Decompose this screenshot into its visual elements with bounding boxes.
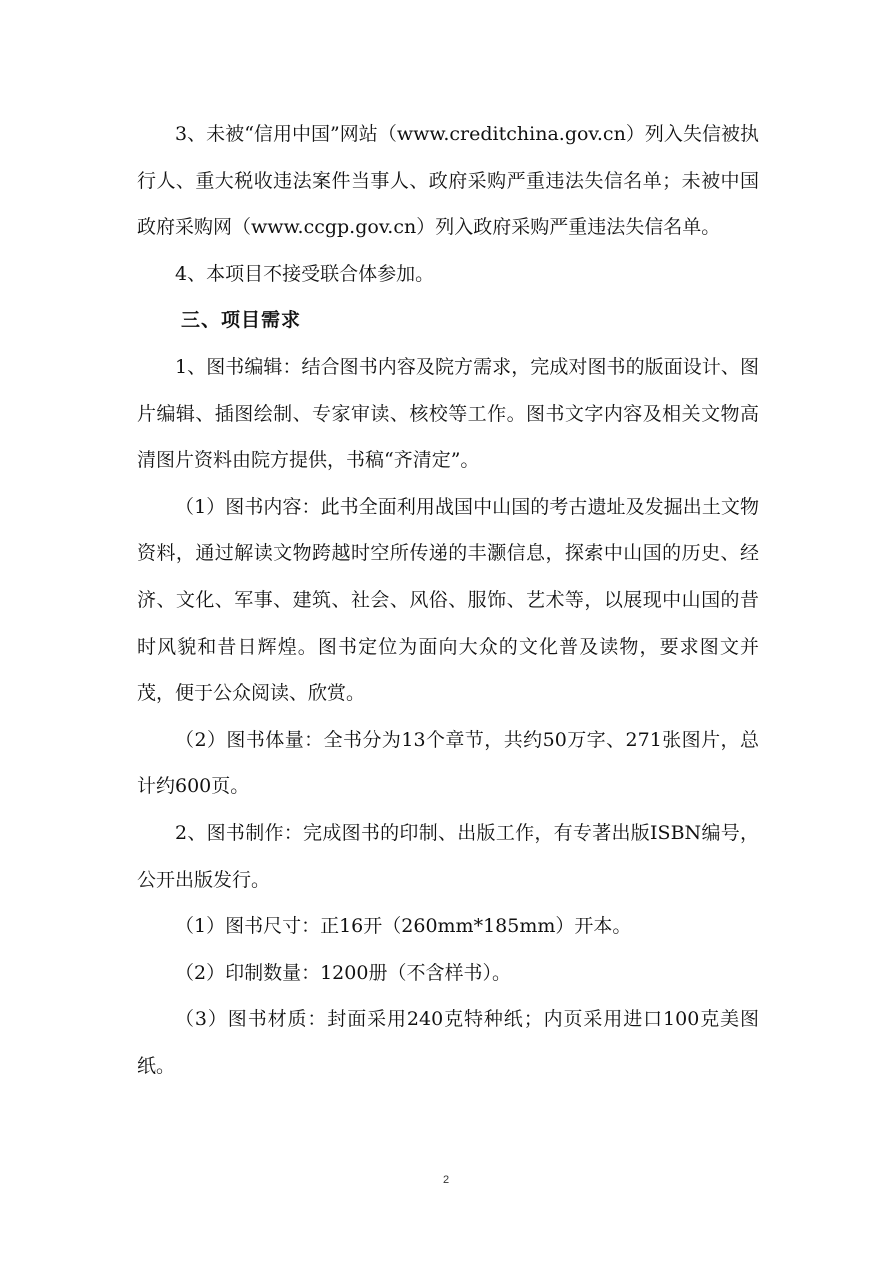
paragraph-book-editing: 1、图书编辑：结合图书内容及院方需求，完成对图书的版面设计、图片编辑、插图绘制、专家审读、核校等工作。图书文字内容及相关文物高清图片资料由院方提供，书稿“齐清定”。 <box>137 355 759 472</box>
paragraph-book-volume: （2）图书体量：全书分为13个章节，共约50万字、271张图片，总计约600页。 <box>137 728 759 798</box>
paragraph-credit-requirement: 3、未被“信用中国”网站（www.creditchina.gov.cn）列入失信被执行人、重大税收违法案件当事人、政府采购严重违法失信名单；未被中国政府采购网（www.ccgp.gov.cn）列入政府采购严重违法失信名单。 <box>137 123 759 239</box>
paragraph-book-material: （3）图书材质：封面采用240克特种纸；内页采用进口100克美图纸。 <box>137 1008 759 1077</box>
paragraph-no-consortium: 4、本项目不接受联合体参加。 <box>175 262 435 285</box>
page-number: 2 <box>442 1174 450 1186</box>
paragraph-book-production: 2、图书制作：完成图书的印制、出版工作，有专著出版ISBN编号，公开出版发行。 <box>137 821 759 891</box>
paragraph-book-size: （1）图书尺寸：正16开（260mm*185mm）开本。 <box>175 915 632 938</box>
document-body <box>137 111 759 1089</box>
paragraph-book-content: （1）图书内容：此书全面利用战国中山国的考古遗址及发掘出土文物资料，通过解读文物跨越时空所传递的丰灏信息，探索中山国的历史、经济、文化、军事、建筑、社会、风俗、服饰、艺术等，以展现中山国的昔时风貌和昔日辉煌。图书定位为面向大众的文化普及读物，要求图文并茂，便于公众阅读、欣赏。 <box>137 495 759 705</box>
paragraph-print-quantity: （2）印制数量：1200册（不含样书）。 <box>175 961 511 984</box>
section-heading-project-requirements: 三、项目需求 <box>181 309 302 332</box>
